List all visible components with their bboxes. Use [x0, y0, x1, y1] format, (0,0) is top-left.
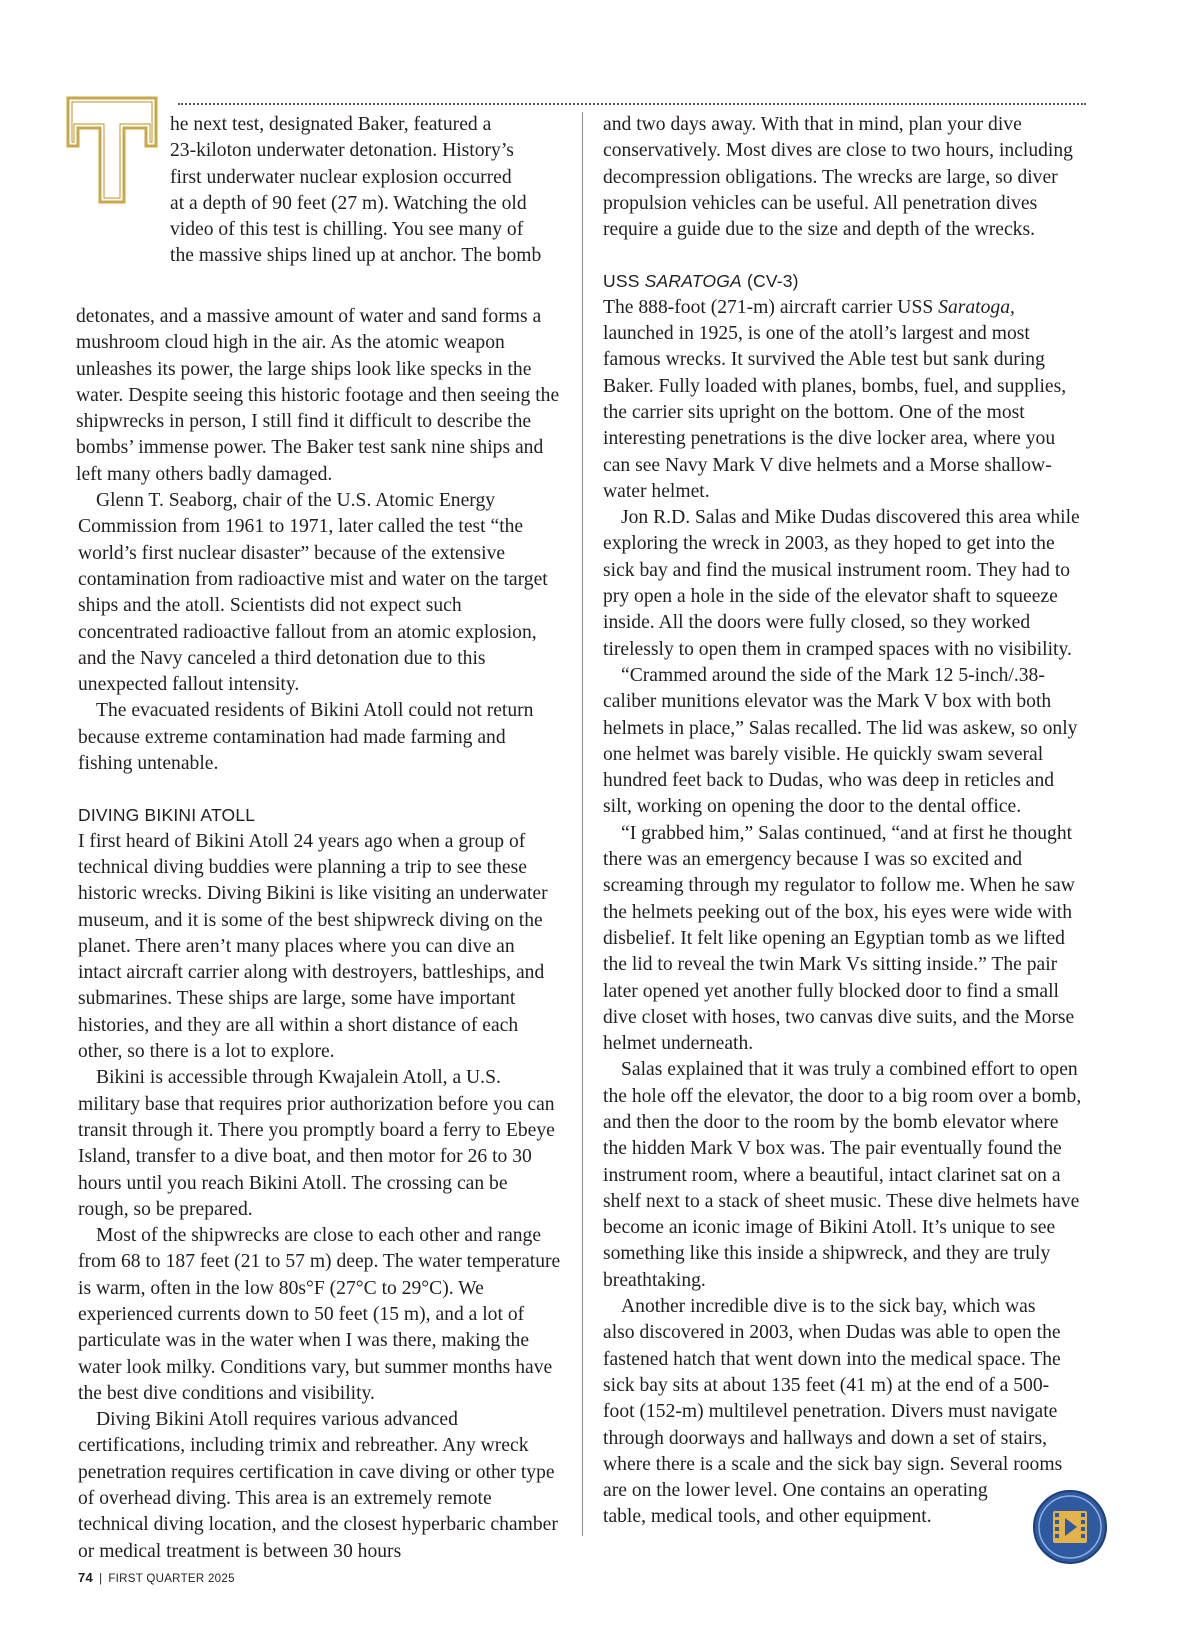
text-run: launched in 1925, is one of the atoll’s largest and most famous wrecks. It survived the Able test but sank during Baker. Fully loaded with planes, bombs, fuel, and supplies, the carrier sits upright on the bottom. One of the most interesting penetrations is the dive locker area, where you can see Navy Mark V dive helmets and a Morse shallow-water helmet.	[603, 323, 1067, 502]
dropcap	[62, 94, 162, 304]
text-italic: Saratoga,	[938, 296, 1015, 318]
section-heading-uss-saratoga	[603, 268, 1087, 294]
paragraph: Glenn T. Seaborg, chair of the U.S. Atomic Energy Commission from 1961 to 1971, later called the test “the world’s first nuclear disaster” because of the extensive contamination from radioactive mist and water on the target ships and the atoll. Scientists did not expect such concentrated radioactive fallout from an atomic explosion, and the Navy canceled a third detonation due to this unexpected fallout intensity.	[78, 490, 548, 696]
heading-part: (CV-3)	[741, 271, 799, 292]
intro-line: video of this test is chilling. You see many of	[170, 219, 524, 241]
intro-line: the massive ships lined up at anchor. The bomb	[170, 245, 542, 267]
dropcap-t-icon	[62, 94, 162, 214]
final-line: sick bay sits at about 135 feet (41 m) at the end of a 500-	[603, 1374, 1050, 1396]
intro-line: he next test, designated Baker, featured a	[170, 114, 492, 135]
paragraph: Most of the shipwrecks are close to each other and range from 68 to 187 feet (21 to 57 m) deep. The water temperature is warm, often in the low 80s°F (27°C to 29°C). We experienced currents down to 50 feet (15 m), and a lot of particulate was in the water when I was there, making the water look milky. Conditions vary, but summer months have the best dive conditions and visibility.	[78, 1225, 561, 1404]
final-line: table, medical tools, and other equipment.	[603, 1506, 932, 1528]
intro-line: first underwater nuclear explosion occurred	[170, 166, 512, 188]
issue-label: FIRST QUARTER 2025	[108, 1573, 235, 1585]
page-footer	[78, 1570, 235, 1585]
page-number: 74	[78, 1570, 94, 1585]
intro-line: at a depth of 90 feet (27 m). Watching the old	[170, 192, 527, 214]
final-line: where there is a scale and the sick bay sign. Several rooms	[603, 1453, 1063, 1475]
intro-rest: detonates, and a massive amount of water and sand forms a mushroom cloud high in the air. As the atomic weapon unleashes its power, the large ships look like specks in the water. Despite seeing this historic footage and then seeing the shipwrecks in person, I still find it difficult to describe the bombs’ immense power. The Baker test sank nine ships and left many others badly damaged.	[76, 306, 560, 485]
video-play-icon	[1032, 1489, 1108, 1565]
paragraph: I first heard of Bikini Atoll 24 years ago when a group of technical diving buddies were planning a trip to see these historic wrecks. Diving Bikini is like visiting an underwater museum, and it is some of the best shipwreck diving on the planet. There aren’t many places where you can dive an intact aircraft carrier along with destroyers, battleships, and submarines. These ships are large, some have important histories, and they are all within a short distance of each other, so there is a lot to explore.	[78, 830, 548, 1063]
paragraph: “I grabbed him,” Salas continued, “and at first he thought there was an emergency because I was so excited and screaming through my regulator to follow me. When he saw the helmets peeking out of the box, his eyes were wide with disbelief. It felt like opening an Egyptian tomb as we lifted the lid to reveal the twin Mark Vs sitting inside.” The pair later opened yet another fully blocked door to find a small dive closet with hoses, two canvas dive suits, and the Morse helmet underneath.	[603, 822, 1075, 1055]
paragraph	[603, 295, 1087, 505]
section-heading-diving-bikini: DIVING BIKINI ATOLL	[78, 805, 256, 826]
paragraph: Diving Bikini Atoll requires various advanced certifications, including trimix and rebreather. Any wreck penetration requires certification in cave diving or other type of overhead diving. This area is an extremely remote technical diving location, and the closest hyperbaric chamber or medical treatment is between 30 hours	[78, 1409, 558, 1562]
footer-separator: |	[99, 1573, 103, 1585]
paragraph: and two days away. With that in mind, plan your dive conservatively. Most dives are close to two hours, including decompression obligations. The wrecks are large, so diver propulsion vehicles can be useful. All penetration dives require a guide due to the size and depth of the wrecks.	[603, 114, 1073, 241]
paragraph: “Crammed around the side of the Mark 12 5-inch/.38-caliber munitions elevator was the Mark V box with both helmets in place,” Salas recalled. The lid was askew, so only one helmet was barely visible. He quickly swam several hundred feet back to Dudas, who was deep in reticles and silt, working on opening the door to the dental office.	[603, 664, 1078, 818]
video-play-button[interactable]	[1032, 1489, 1108, 1565]
intro-line: 23-kiloton underwater detonation. History’s	[170, 140, 514, 162]
final-line: through doorways and hallways and down a set of stairs,	[603, 1427, 1048, 1449]
final-line: also discovered in 2003, when Dudas was able to open the	[603, 1322, 1061, 1344]
column-divider	[582, 112, 583, 1536]
paragraph: The evacuated residents of Bikini Atoll could not return because extreme contamination had made farming and fishing untenable.	[78, 700, 534, 775]
paragraph-final	[603, 1294, 1087, 1531]
paragraph: Jon R.D. Salas and Mike Dudas discovered this area while exploring the wreck in 2003, as they hoped to get into the sick bay and find the musical instrument room. They had to pry open a hole in the side of the elevator shaft to squeeze inside. All the doors were fully closed, so they worked tirelessly to open them in cramped spaces with no visibility.	[603, 507, 1080, 660]
final-line: fastened hatch that went down into the medical space. The	[603, 1348, 1061, 1370]
final-line: foot (152-m) multilevel penetration. Divers must navigate	[603, 1401, 1058, 1423]
heading-italic: SARATOGA	[644, 271, 742, 292]
left-column	[78, 112, 562, 1565]
text-run: The 888-foot (271-m) aircraft carrier USS	[603, 296, 939, 318]
heading-part: USS	[603, 271, 645, 292]
top-dotted-rule	[178, 103, 1086, 105]
final-line: Another incredible dive is to the sick bay, which was	[621, 1296, 1036, 1318]
paragraph: Bikini is accessible through Kwajalein Atoll, a U.S. military base that requires prior authorization before you can transit through it. There you promptly board a ferry to Ebeye Island, transfer to a dive boat, and then motor for 26 to 30 hours until you reach Bikini Atoll. The crossing can be rough, so be prepared.	[78, 1067, 555, 1220]
right-column	[603, 112, 1087, 1531]
final-line: are on the lower level. One contains an operating	[603, 1480, 988, 1502]
paragraph: Salas explained that it was truly a combined effort to open the hole off the elevator, the door to a big room over a bomb, and then the door to the room by the bomb elevator where the hidden Mark V box was. The pair eventually found the instrument room, where a beautiful, intact clarinet sat on a shelf next to a stack of sheet music. These dive helmets have become an iconic image of Bikini Atoll. It’s unique to see something like this inside a shipwreck, and they are truly breathtaking.	[603, 1059, 1082, 1291]
